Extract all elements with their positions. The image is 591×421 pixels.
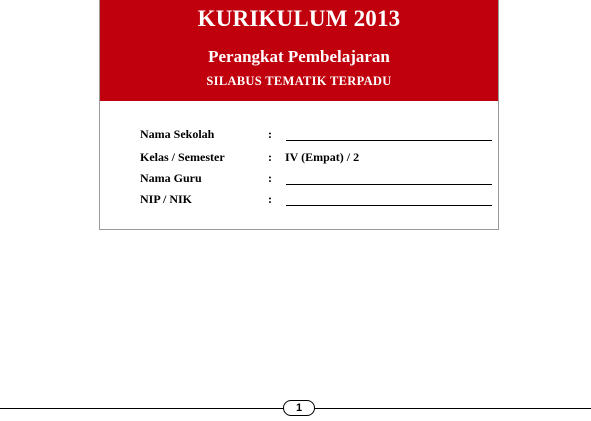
- field-class-semester: [140, 150, 492, 168]
- cover-subtitle: Perangkat Pembelajaran: [208, 47, 390, 66]
- field-label: NIP / NIK: [140, 192, 193, 206]
- title-banner: [100, 0, 498, 101]
- field-label: Kelas / Semester: [140, 150, 225, 164]
- page-number: 1: [283, 400, 315, 416]
- fill-in-line: [286, 184, 492, 185]
- field-colon: :: [268, 171, 272, 185]
- cover-box: [99, 0, 499, 230]
- field-nip-nik: [140, 192, 492, 210]
- field-value: IV (Empat) / 2: [285, 150, 360, 164]
- field-colon: :: [268, 127, 272, 141]
- field-colon: :: [268, 192, 272, 206]
- fill-in-line: [286, 205, 492, 206]
- field-teacher-name: [140, 171, 492, 189]
- field-colon: :: [268, 150, 272, 164]
- curriculum-title: KURIKULUM 2013: [197, 6, 401, 31]
- document-type: SILABUS TEMATIK TERPADU: [206, 74, 392, 88]
- field-label: Nama Sekolah: [140, 127, 215, 141]
- fill-in-line: [286, 140, 492, 141]
- field-school-name: [140, 127, 492, 145]
- field-label: Nama Guru: [140, 171, 202, 185]
